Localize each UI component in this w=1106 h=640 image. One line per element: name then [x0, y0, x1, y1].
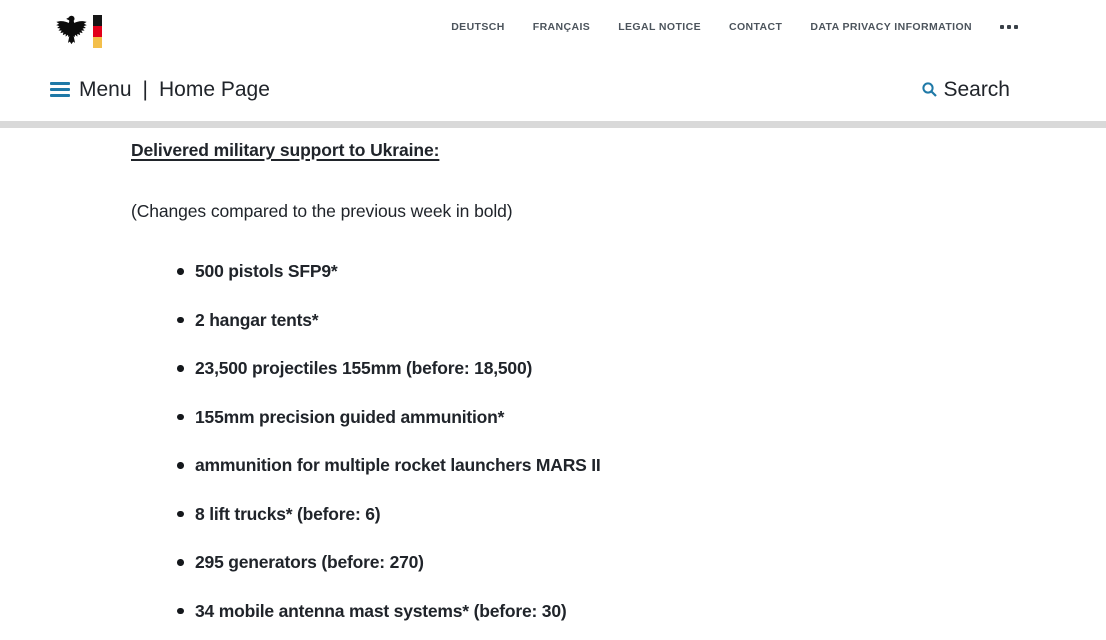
list-item: 500 pistols SFP9* — [195, 262, 1066, 281]
list-item: 23,500 projectiles 155mm (before: 18,500) — [195, 359, 1066, 378]
list-item: 34 mobile antenna mast systems* (before: 30) — [195, 602, 1066, 621]
more-options-icon[interactable] — [1000, 21, 1018, 33]
search-icon — [921, 81, 938, 98]
home-page-link[interactable]: Home Page — [159, 77, 270, 101]
menu-bar — [50, 76, 1010, 103]
article-content — [0, 128, 1106, 621]
equipment-list — [131, 262, 1066, 621]
top-nav — [451, 21, 1018, 33]
list-item: 295 generators (before: 270) — [195, 553, 1066, 572]
page-title: Delivered military support to Ukraine: — [131, 140, 440, 160]
menu-separator: | — [142, 77, 148, 101]
list-item: 8 lift trucks* (before: 6) — [195, 505, 1066, 524]
header-divider — [0, 121, 1106, 128]
german-flag-icon — [93, 15, 102, 48]
site-header — [0, 0, 1106, 121]
nav-link-contact[interactable]: CONTACT — [728, 21, 783, 33]
government-logo[interactable] — [55, 14, 102, 48]
list-item: 155mm precision guided ammunition* — [195, 408, 1066, 427]
menu-label: Menu — [79, 77, 132, 101]
note-paragraph: (Changes compared to the previous week in bold) — [131, 201, 513, 221]
nav-link-legal-notice[interactable]: LEGAL NOTICE — [618, 21, 701, 33]
list-item: ammunition for multiple rocket launchers MARS II — [195, 456, 1066, 475]
list-item: 2 hangar tents* — [195, 311, 1066, 330]
federal-eagle-icon — [55, 14, 88, 48]
nav-link-francais[interactable]: FRANÇAIS — [532, 21, 591, 33]
menu-button[interactable] — [50, 78, 132, 102]
search-label: Search — [943, 77, 1010, 101]
search-button[interactable] — [921, 78, 1010, 102]
nav-link-deutsch[interactable]: DEUTSCH — [451, 21, 505, 33]
nav-link-data-privacy[interactable]: DATA PRIVACY INFORMATION — [810, 21, 972, 33]
hamburger-icon — [50, 82, 70, 97]
